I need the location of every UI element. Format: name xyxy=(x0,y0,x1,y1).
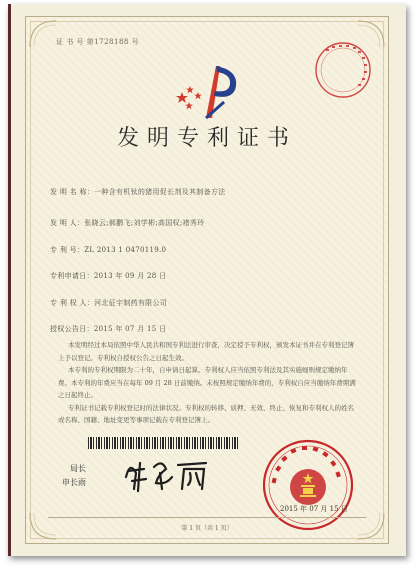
field-value: 2015 年 07 月 15 日 xyxy=(93,325,167,333)
director-label: 局长 xyxy=(70,464,86,473)
field-value: 张晓云;郝鹏飞;刘学彬;高国权;褚秀玲 xyxy=(84,219,205,227)
patent-logo-icon xyxy=(176,62,238,120)
certificate-body xyxy=(58,339,358,427)
top-seal-icon xyxy=(312,39,374,101)
field-label: 专 利 权 人： xyxy=(50,299,95,307)
field-label: 专利申请日： xyxy=(50,272,94,280)
certificate-paper xyxy=(25,16,389,544)
field-value: 2013 年 09 月 28 日 xyxy=(93,272,167,280)
application-date-field xyxy=(50,271,166,281)
field-label: 授权公告日： xyxy=(50,325,94,333)
national-emblem-icon xyxy=(260,437,356,533)
inventor-field xyxy=(50,218,204,228)
field-value: 一种含有机钛的猪用促长剂及其制备方法 xyxy=(94,188,226,196)
field-label: 专 利 号： xyxy=(50,246,85,254)
director-name: 申长雨 xyxy=(62,478,86,487)
field-value: ZL 2013 1 0470119.0 xyxy=(84,246,167,254)
certificate-title: 发明专利证书 xyxy=(116,126,297,151)
certificate-number: 证 书 号 第1728188 号 xyxy=(56,38,140,46)
field-value: 河北征宇制药有限公司 xyxy=(94,299,168,307)
body-paragraph: 本专利的专利权期限为二十年，自申请日起算。专利权人应当依照专利法及其实施细则规定缴纳年费。本专利的年费应当在每年 09 月 28 日前缴纳。未按照规定缴纳年费的，专利权自应当缴纳年费期满之日起终止。 xyxy=(58,366,356,399)
field-label: 发 明 人： xyxy=(50,219,85,227)
page-indicator: 第 1 页（共 1 页） xyxy=(181,525,233,532)
signature-icon xyxy=(122,455,212,495)
footer-divider xyxy=(48,517,366,518)
patent-number-field xyxy=(50,245,166,255)
corner-ornament-top-left xyxy=(28,19,58,49)
field-label: 发 明 名 称： xyxy=(50,188,95,196)
certificate-frame xyxy=(8,4,406,556)
body-paragraph: 本发明经过本局依照中华人民共和国专利法进行审查，决定授予专利权，颁发本证书并在专利登记簿上予以登记。专利权自授权公告之日起生效。 xyxy=(58,341,354,362)
invention-name-field xyxy=(50,187,225,197)
barcode xyxy=(88,437,238,449)
patentee-field xyxy=(50,298,167,308)
seal-date: 2015 年 07 月 15 日 xyxy=(280,505,348,513)
body-paragraph: 专利证书记载专利权登记时的法律状况。专利权的转移、质押、无效、终止、恢复和专利权人的姓名或名称、国籍、地址变更等事项记载在专利登记簿上。 xyxy=(58,403,354,424)
grant-date-field xyxy=(50,324,166,334)
